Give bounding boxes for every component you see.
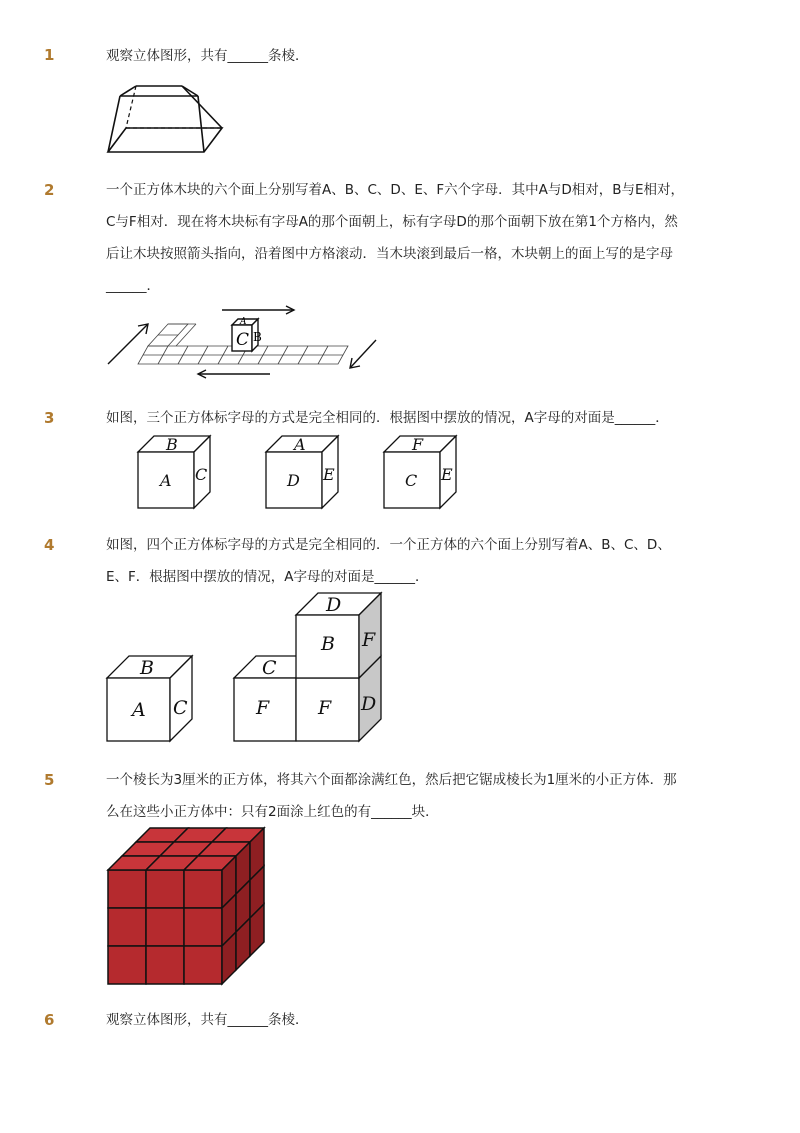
- question-line: ______．: [106, 278, 160, 294]
- red-cube-figure: [106, 828, 262, 984]
- cube-3-front-label: C: [405, 471, 418, 490]
- single-cube-side-label: C: [173, 697, 188, 719]
- cube-1-front-label: A: [160, 471, 172, 490]
- front-face-cell: [108, 870, 146, 908]
- single-cube-front-label: A: [132, 699, 146, 721]
- cube-top-label: A: [240, 317, 247, 327]
- left-cube-front-label: F: [256, 697, 270, 719]
- cube-side-label: B: [253, 330, 262, 344]
- single-cube-top-label: B: [140, 657, 154, 679]
- front-face-cell: [108, 908, 146, 946]
- cube-3-top-label: F: [412, 435, 424, 454]
- question-line: C与F相对．现在将木块标有字母A的那个面朝上，标有字母D的那个面朝下放在第1个方格内，然: [106, 214, 678, 230]
- front-face-cell: [146, 870, 184, 908]
- rolling-grid-figure: [100, 298, 390, 384]
- question-line: E、F．根据图中摆放的情况，A字母的对面是______．: [106, 569, 429, 585]
- question-text-6: [106, 1004, 716, 1036]
- question-line: 如图，四个正方体标字母的方式是完全相同的．一个正方体的六个面上分别写着A、B、C、D、: [106, 537, 671, 553]
- right-cube-front-label: F: [318, 697, 332, 719]
- frustum-base-front: [108, 128, 222, 152]
- front-face-cell: [184, 870, 222, 908]
- question-number-4: 4: [44, 536, 55, 554]
- question-line: 后让木块按照箭头指向，沿着图中方格滚动．当木块滚到最后一格，木块朝上的面上写的是字母: [106, 246, 673, 262]
- question-text-2: [106, 174, 716, 302]
- question-line: 么在这些小正方体中：只有2面涂上红色的有______块．: [106, 804, 439, 820]
- question-text-4: [106, 529, 716, 593]
- front-face-cell: [146, 946, 184, 984]
- cube-2-side-label: E: [323, 465, 335, 484]
- cube-front-label: C: [236, 330, 250, 350]
- front-face-cell: [108, 946, 146, 984]
- cube-2-front-label: D: [287, 471, 300, 490]
- arrow-up-left: [108, 324, 148, 364]
- question-number-5: 5: [44, 771, 55, 789]
- question-number-3: 3: [44, 409, 55, 427]
- question-text-1: [106, 40, 716, 72]
- three-cubes-figure: [136, 432, 466, 512]
- cube-1-top-label: B: [166, 435, 178, 454]
- top-cube-top-label: D: [326, 594, 342, 616]
- question-line: 观察立体图形，共有______条棱．: [106, 48, 309, 64]
- frustum-figure: [100, 74, 230, 158]
- question-line: 如图，三个正方体标字母的方式是完全相同的．根据图中摆放的情况，A字母的对面是______．: [106, 410, 669, 426]
- four-cubes-figure: [104, 590, 388, 746]
- front-face-cell: [146, 908, 184, 946]
- question-text-3: [106, 402, 716, 434]
- cube-1-side-label: C: [195, 465, 208, 484]
- question-number-1: 1: [44, 46, 55, 64]
- left-cube-top-label: C: [262, 657, 277, 679]
- question-line: 一个正方体木块的六个面上分别写着A、B、C、D、E、F六个字母．其中A与D相对，B与E相对，: [106, 182, 685, 198]
- question-number-6: 6: [44, 1011, 55, 1029]
- top-cube-front-label: B: [321, 633, 335, 655]
- top-cube-side-label: F: [362, 629, 376, 651]
- question-line: 一个棱长为3厘米的正方体，将其六个面都涂满红色，然后把它锯成棱长为1厘米的小正方体．那: [106, 772, 677, 788]
- cube-3-side-label: E: [441, 465, 453, 484]
- question-line: 观察立体图形，共有______条棱．: [106, 1012, 309, 1028]
- front-face-cell: [184, 946, 222, 984]
- question-number-2: 2: [44, 181, 55, 199]
- question-text-5: [106, 764, 716, 828]
- arrow-down-right: [350, 340, 376, 368]
- right-cube-side-label: D: [361, 693, 377, 715]
- front-face-cell: [184, 908, 222, 946]
- cube-2-top-label: A: [294, 435, 306, 454]
